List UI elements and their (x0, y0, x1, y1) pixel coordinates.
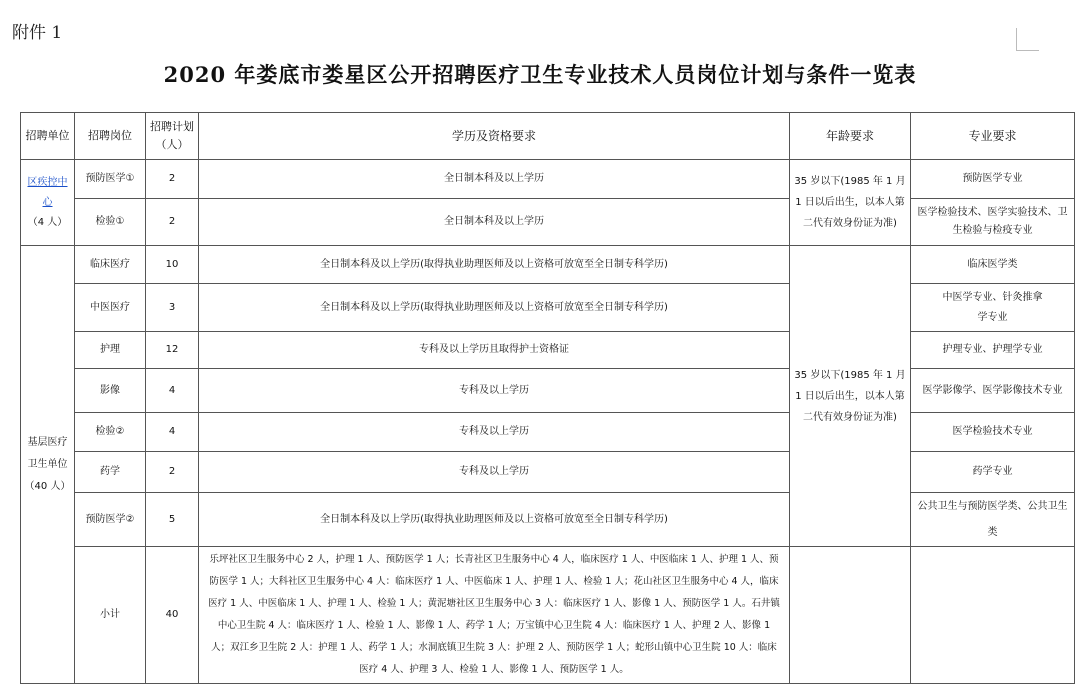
grassroots-age-cell: 35 岁以下(1985 年 1 月 1 日以后出生，以本人第二代有效身份证为准) (790, 246, 911, 547)
education-cell: 全日制本科及以上学历(取得执业助理医师及以上资格可放宽至全日制专科学历) (199, 246, 790, 284)
major-cell: 医学检验技术、医学实验技术、卫生检验与检疫专业 (911, 199, 1075, 246)
position-cell: 护理 (75, 332, 146, 369)
quota-cell: 12 (146, 332, 199, 369)
position-cell: 检验① (75, 199, 146, 246)
header-education: 学历及资格要求 (199, 113, 790, 160)
table-row (21, 332, 1075, 369)
subtotal-label: 小计 (75, 547, 146, 684)
education-cell: 专科及以上学历 (199, 369, 790, 413)
header-unit: 招聘单位 (21, 113, 75, 160)
quota-cell: 4 (146, 369, 199, 413)
major-cell: 临床医学类 (911, 246, 1075, 284)
position-cell: 预防医学② (75, 493, 146, 547)
education-cell: 专科及以上学历 (199, 452, 790, 493)
header-quota: 招聘计划（人） (146, 113, 199, 160)
major-cell: 中医学专业、针灸推拿学专业 (911, 284, 1075, 332)
education-cell: 全日制本科及以上学历 (199, 199, 790, 246)
subtotal-row (21, 547, 1075, 684)
header-row (21, 113, 1075, 160)
table-row (21, 160, 1075, 199)
education-cell: 全日制本科及以上学历 (199, 160, 790, 199)
position-cell: 检验② (75, 413, 146, 452)
subtotal-quota: 40 (146, 547, 199, 684)
table-row (21, 493, 1075, 547)
quota-cell: 2 (146, 199, 199, 246)
header-major: 专业要求 (911, 113, 1075, 160)
subtotal-major-cell (911, 547, 1075, 684)
table-row (21, 413, 1075, 452)
table-row (21, 199, 1075, 246)
table-row (21, 369, 1075, 413)
page-corner-mark (1016, 28, 1039, 51)
subtotal-notes: 乐坪社区卫生服务中心 2 人，护理 1 人、预防医学 1 人；长青社区卫生服务中心 4 人，临床医疗 1 人、中医临床 1 人、护理 1 人、预防医学 1 人；大科社区卫生服务中心 4 人：临床医疗 1 人、中医临床 1 人、护理 1 人、检验 1 人；花山社区卫生服务中心 4 人，临床医疗 1 人、中医临床 1 人、护理 1 人、检验 1 人；黄泥塘社区卫生服务中心 3 人：临床医疗 1 人、影像 1 人、预防医学 1 人。石井镇中心卫生院 4 人：临床医疗 1 人、检验 1 人、影像 1 人、药学 1 人；万宝镇中心卫生院 4 人：临床医疗 1 人、护理 2 人、影像 1 人；双江乡卫生院 2 人：护理 1 人、药学 1 人；水洞底镇卫生院 3 人：护理 2 人、预防医学 1 人；蛇形山镇中心卫生院 10 人：临床医疗 4 人、护理 3 人、检验 1 人、影像 1 人、预防医学 1 人。 (199, 547, 790, 684)
table-row (21, 284, 1075, 332)
quota-cell: 4 (146, 413, 199, 452)
cdc-unit-count: （4 人） (27, 216, 68, 228)
education-cell: 专科及以上学历且取得护士资格证 (199, 332, 790, 369)
quota-cell: 2 (146, 452, 199, 493)
grassroots-unit-cell: 基层医疗卫生单位（40 人） (21, 246, 75, 684)
quota-cell: 3 (146, 284, 199, 332)
position-cell: 药学 (75, 452, 146, 493)
major-cell: 医学检验技术专业 (911, 413, 1075, 452)
quota-cell: 2 (146, 160, 199, 199)
table-row (21, 452, 1075, 493)
position-cell: 影像 (75, 369, 146, 413)
recruitment-table (20, 112, 1075, 684)
quota-cell: 5 (146, 493, 199, 547)
major-cell: 公共卫生与预防医学类、公共卫生类 (911, 493, 1075, 547)
document-title: 2020 年娄底市娄星区公开招聘医疗卫生专业技术人员岗位计划与条件一览表 (163, 62, 917, 87)
education-cell: 全日制本科及以上学历(取得执业助理医师及以上资格可放宽至全日制专科学历) (199, 493, 790, 547)
education-cell: 专科及以上学历 (199, 413, 790, 452)
cdc-unit-link[interactable]: 区疾控中心 (27, 176, 68, 208)
attachment-label: 附件 1 (12, 23, 63, 43)
position-cell: 预防医学① (75, 160, 146, 199)
header-age: 年龄要求 (790, 113, 911, 160)
header-position: 招聘岗位 (75, 113, 146, 160)
subtotal-age-cell (790, 547, 911, 684)
cdc-unit-cell (21, 160, 75, 246)
quota-cell: 10 (146, 246, 199, 284)
position-cell: 中医医疗 (75, 284, 146, 332)
major-cell: 护理专业、护理学专业 (911, 332, 1075, 369)
education-cell: 全日制本科及以上学历(取得执业助理医师及以上资格可放宽至全日制专科学历) (199, 284, 790, 332)
table-row (21, 246, 1075, 284)
major-cell: 预防医学专业 (911, 160, 1075, 199)
cdc-age-cell: 35 岁以下(1985 年 1 月 1 日以后出生，以本人第二代有效身份证为准) (790, 160, 911, 246)
major-cell: 药学专业 (911, 452, 1075, 493)
position-cell: 临床医疗 (75, 246, 146, 284)
major-cell: 医学影像学、医学影像技术专业 (911, 369, 1075, 413)
